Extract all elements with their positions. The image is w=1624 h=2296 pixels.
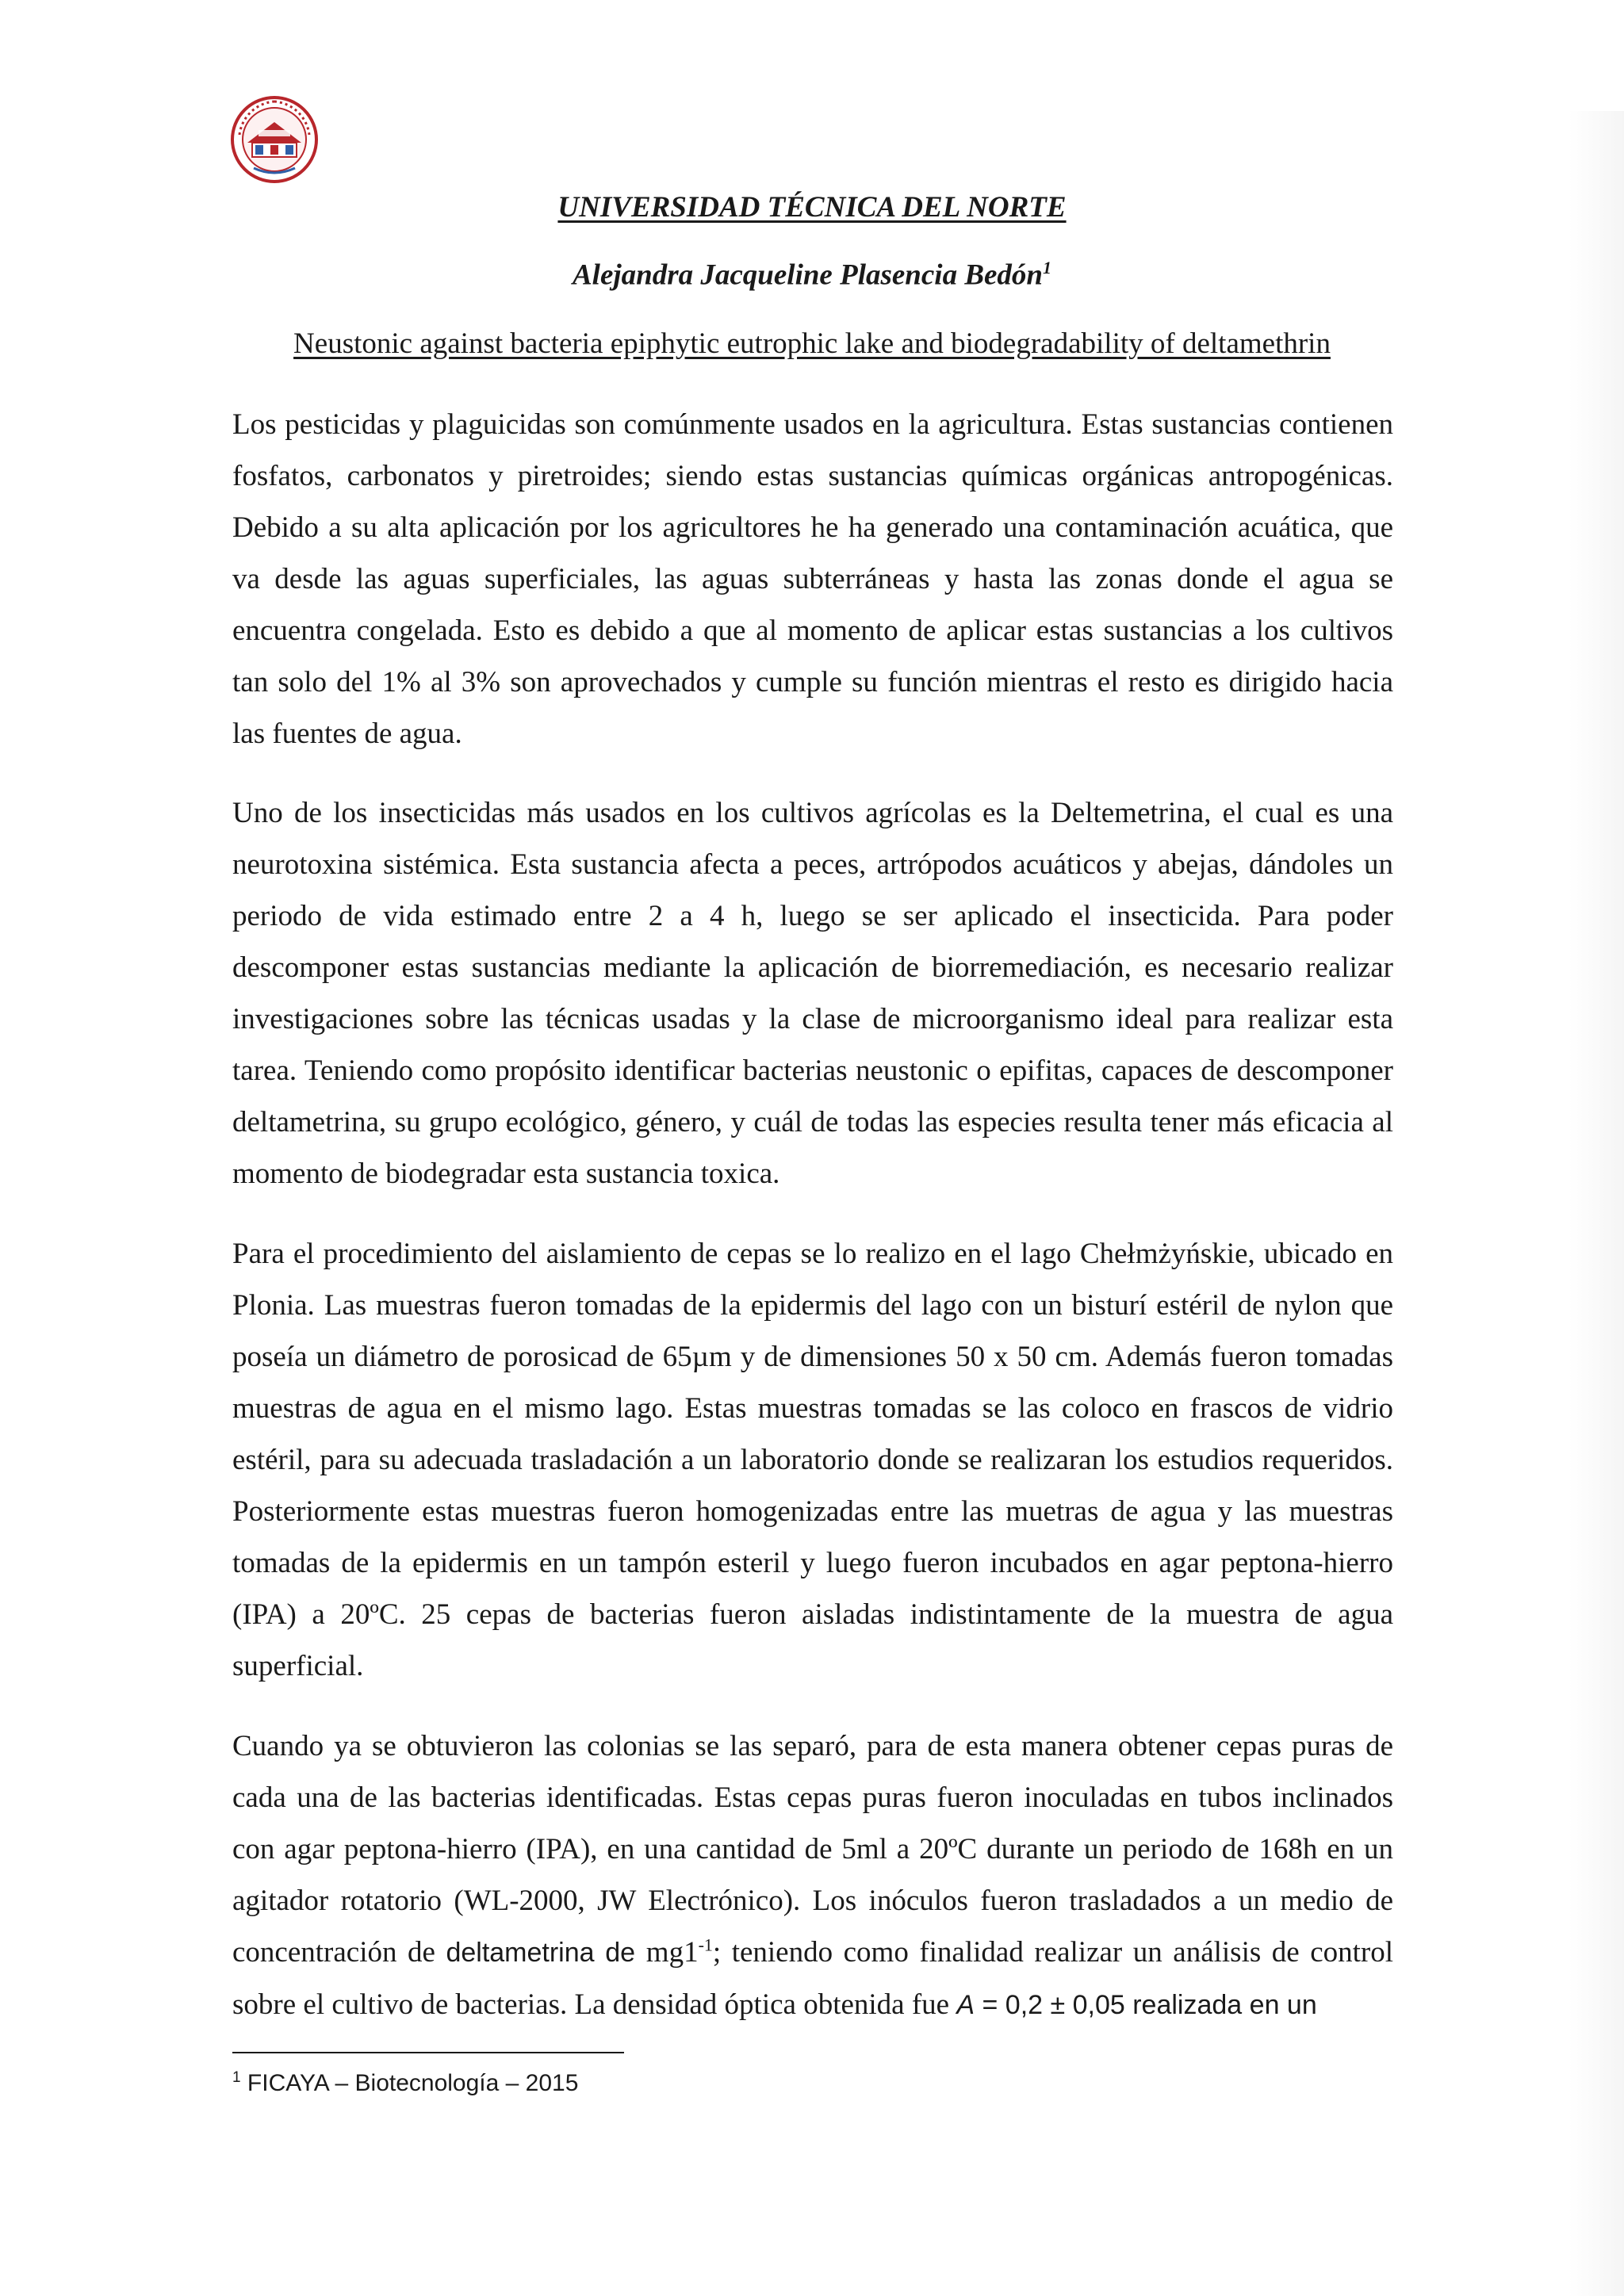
author-name-text: Alejandra Jacqueline Plasencia Bedón — [572, 258, 1044, 292]
paper-title: Neustonic against bacteria epiphytic eutrophic lake and biodegradability of deltamethrin — [293, 327, 1331, 360]
paragraph-2: Uno de los insecticidas más usados en los cultivos agrícolas es la Deltemetrina, el cual es una neurotoxina sistémica. Esta sustancia afecta a peces, artrópodos acuáticos y abejas, dándoles un periodo de vida estimado entre 2 a 4 h, luego se ser aplicado el insecticida. Para poder descomponer estas sustancias mediante la aplicación de biorremediación, es necesario realizar investigaciones sobre las técnicas usadas y la clase de microorganismo ideal para realizar esta tarea. Teniendo como propósito identificar bacterias neustonic o epifitas, capaces de descomponer deltametrina, su grupo ecológico, género, y cuál de todas las especies resulta tener más eficacia al momento de biodegradar esta sustancia toxica. — [232, 797, 1393, 1190]
paragraph-4 — [232, 1720, 1393, 2031]
paragraph-4-variable: A — [956, 1990, 975, 2020]
paragraph-4-deltametrina: deltametrina de — [446, 1938, 646, 1968]
paragraph-4-part-b: ; teniendo como finalidad realizar un análisis de control sobre el cultivo de bacterias. La densidad óptica obtenida fue — [232, 1936, 1394, 2021]
university-name: UNIVERSIDAD TÉCNICA DEL NORTE — [557, 191, 1067, 224]
footnote-mark: 1 — [232, 2069, 241, 2086]
page-edge-shadow — [1568, 111, 1624, 2296]
paragraph-3: Para el procedimiento del aislamiento de cepas se lo realizo en el lago Chełmżyńskie, ubicado en Plonia. Las muestras fueron tomadas de la epidermis del lago con un bisturí estéril de nylon que poseía un diámetro de porosicad de 65µm y de dimensiones 50 x 50 cm. Además fueron tomadas muestras de agua en el mismo lago. Estas muestras tomadas se las coloco en frascos de vidrio estéril, para su adecuada trasladación a un laboratorio donde se realizaran los estudios requeridos. Posteriormente estas muestras fueron homogenizadas entre las muetras de agua y las muestras tomadas de la epidermis en un tampón esteril y luego fueron incubados en agar peptona-hierro (IPA) a 20ºC. 25 cepas de bacterias fueron aisladas indistintamente de la muestra de agua superficial. — [232, 1238, 1393, 1682]
author-name — [0, 258, 1624, 292]
paragraph-4-unit-exponent: -1 — [698, 1934, 713, 1955]
footnote — [232, 2069, 578, 2097]
footnote-divider — [232, 2052, 624, 2053]
paragraph-1: Los pesticidas y plaguicidas son comúnmente usados en la agricultura. Estas sustancias contienen fosfatos, carbonatos y piretroides; siendo estas sustancias químicas orgánicas antropogénicas. Debido a su alta aplicación por los agricultores he ha generado una contaminación acuática, que va desde las aguas superficiales, las aguas subterráneas y hasta las zonas donde el agua se encuentra congelada. Esto es debido a que al momento de aplicar estas sustancias a los cultivos tan solo del 1% al 3% son aprovechados y cumple su función mientras el resto es dirigido hacia las fuentes de agua. — [232, 408, 1393, 750]
paragraph-4-unit: mg1 — [645, 1936, 699, 1969]
paragraph-4-part-a: Cuando ya se obtuvieron las colonias se las separó, para de esta manera obtener cepas puras de cada una de las bacterias identificadas. Estas cepas puras fueron inoculadas en tubos inclinados con agar peptona-hierro (IPA), en una cantidad de 5ml a 20ºC durante un periodo de 168h en un agitador rotatorio (WL-2000, JW Electrónico). Los inóculos fueron trasladados a un medio de concentración de — [232, 1730, 1393, 1969]
author-footnote-mark: 1 — [1043, 258, 1052, 277]
university-seal-icon — [230, 95, 319, 184]
paragraph-4-part-c: = 0,2 ± 0,05 realizada en un — [975, 1990, 1317, 2020]
footnote-text: FICAYA – Biotecnología – 2015 — [240, 2070, 579, 2096]
